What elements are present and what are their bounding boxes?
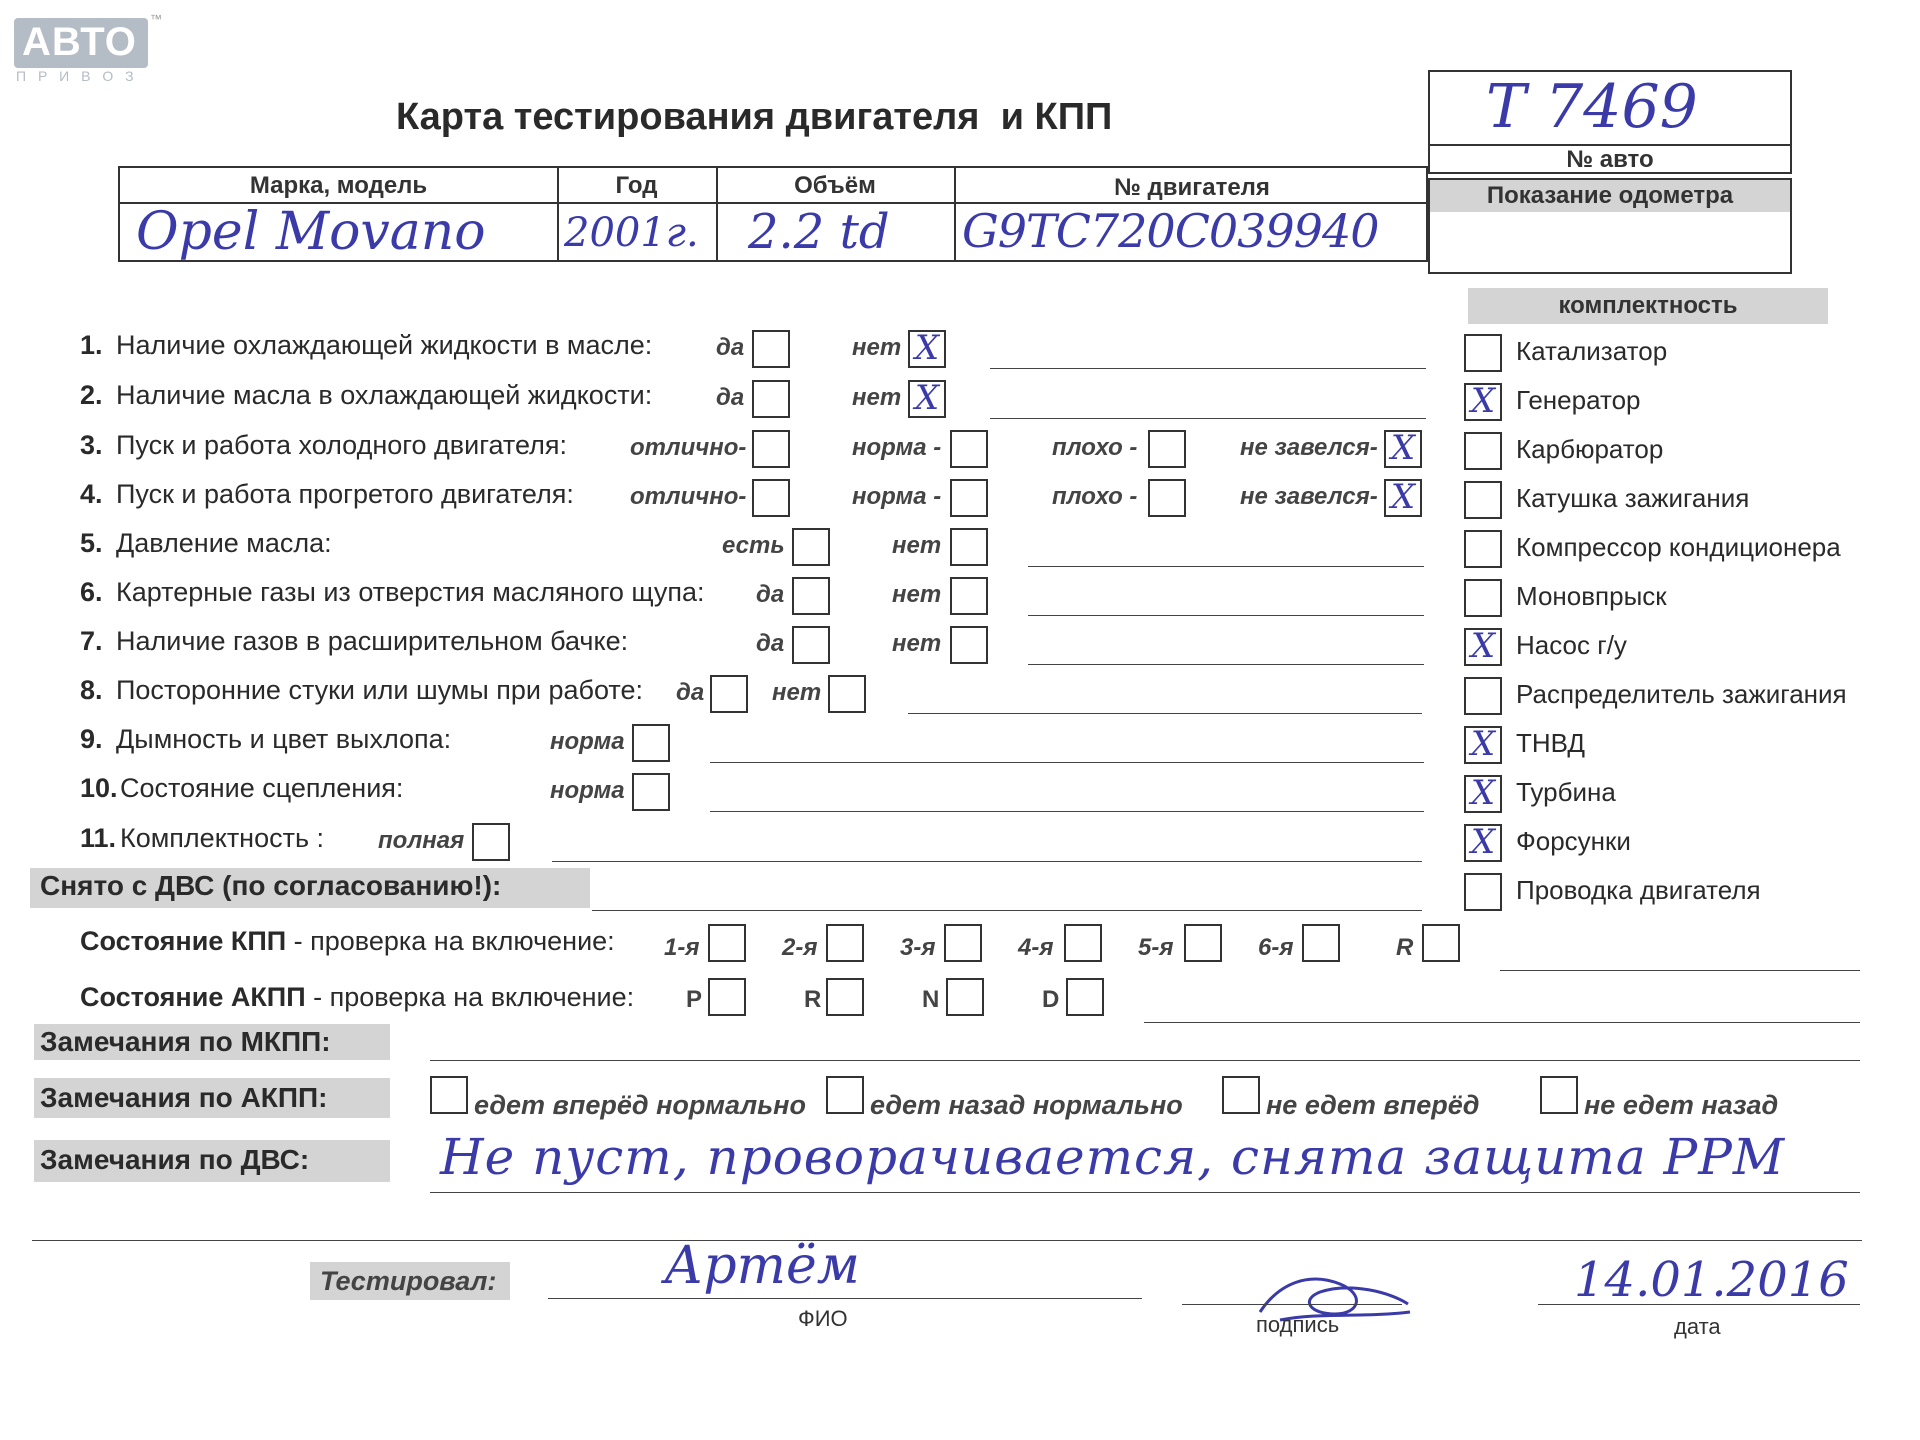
removed-label: Снято с ДВС (по согласованию!): <box>40 870 502 901</box>
kpp-gear-label: 6-я <box>1258 934 1294 961</box>
th-year: Год <box>615 172 658 199</box>
kit-item-label: Компрессор кондиционера <box>1516 532 1841 562</box>
option-label: нет <box>852 334 902 361</box>
option-label: нет <box>852 384 902 411</box>
question-row <box>0 330 1440 374</box>
akpp-gear-checkbox[interactable] <box>1066 978 1104 1016</box>
akpp-gear-label: D <box>1042 986 1060 1013</box>
kpp-gear-label: 2-я <box>782 934 818 961</box>
vehicle-table <box>118 166 1428 262</box>
question-number: 10. <box>80 773 118 803</box>
kit-checkbox[interactable] <box>1464 628 1502 666</box>
th-volume: Объём <box>794 172 876 199</box>
option-checkbox[interactable] <box>1148 430 1186 468</box>
option-label: да <box>676 679 705 706</box>
engine-number-value: G9TC720C039940 <box>962 204 1379 258</box>
question-text: Пуск и работа холодного двигателя: <box>116 430 567 460</box>
kpp-gear-checkbox[interactable] <box>708 924 746 962</box>
option-label: есть <box>722 532 785 559</box>
option-checkbox[interactable] <box>1148 479 1186 517</box>
option-label: не завелся- <box>1240 434 1378 461</box>
check-mark: X <box>1470 381 1496 421</box>
kit-checkbox[interactable] <box>1464 383 1502 421</box>
check-mark: X <box>1470 773 1496 813</box>
option-label: плохо - <box>1052 434 1138 461</box>
dvs-remarks-label: Замечания по ДВС: <box>40 1144 310 1175</box>
question-text: Состояние сцепления: <box>120 773 404 803</box>
option-checkbox[interactable] <box>752 380 790 418</box>
kit-item-label: Генератор <box>1516 385 1641 415</box>
question-text: Наличие газов в расширительном бачке: <box>116 626 629 656</box>
kit-item-label: Моновпрыск <box>1516 581 1667 611</box>
kit-checkbox[interactable] <box>1464 579 1502 617</box>
question-number: 6. <box>80 577 103 607</box>
answer-line <box>908 713 1422 714</box>
question-row <box>0 528 1440 572</box>
odometer-box <box>1428 178 1792 274</box>
auto-number-handwritten: Т 7469 <box>1486 72 1698 142</box>
answer-line <box>990 368 1426 369</box>
option-checkbox[interactable] <box>950 479 988 517</box>
akpp-label-rest: - проверка на включение: <box>305 982 635 1012</box>
question-number: 7. <box>80 626 103 656</box>
option-checkbox[interactable] <box>1384 430 1422 468</box>
option-checkbox[interactable] <box>950 626 988 664</box>
question-row <box>0 823 1440 867</box>
question-number: 8. <box>80 675 103 705</box>
akpp-remark-checkbox[interactable] <box>1540 1076 1578 1114</box>
akpp-gear-label: P <box>686 986 703 1013</box>
kit-item-label: Катализатор <box>1516 336 1668 366</box>
kit-item-label: Проводка двигателя <box>1516 875 1761 905</box>
check-mark: X <box>1390 428 1416 468</box>
option-checkbox[interactable] <box>792 577 830 615</box>
fio-label: ФИО <box>798 1306 848 1331</box>
kit-item-label: Насос г/у <box>1516 630 1627 660</box>
question-number: 1. <box>80 330 103 360</box>
check-mark: X <box>914 328 940 368</box>
answer-line <box>710 811 1424 812</box>
option-label: полная <box>378 827 465 854</box>
kit-checkbox[interactable] <box>1464 726 1502 764</box>
mkpp-remarks-label: Замечания по МКПП: <box>40 1026 331 1057</box>
question-row <box>0 724 1440 768</box>
kit-header: комплектность <box>1558 292 1738 319</box>
kpp-gear-label: 3-я <box>900 934 936 961</box>
option-checkbox[interactable] <box>908 380 946 418</box>
kit-checkbox[interactable] <box>1464 481 1502 519</box>
akpp-remark-checkbox[interactable] <box>826 1076 864 1114</box>
question-row <box>0 380 1440 424</box>
question-text: Наличие охлаждающей жидкости в масле: <box>116 330 653 360</box>
option-label: да <box>716 384 745 411</box>
question-row <box>0 430 1440 474</box>
kit-item-label: Карбюратор <box>1516 434 1664 464</box>
answer-line <box>1028 664 1424 665</box>
kit-checkbox[interactable] <box>1464 873 1502 911</box>
kit-checkbox[interactable] <box>1464 824 1502 862</box>
option-label: нет <box>892 630 942 657</box>
question-number: 11. <box>80 823 117 853</box>
check-mark: X <box>1470 626 1496 666</box>
akpp-remark-checkbox[interactable] <box>1222 1076 1260 1114</box>
kpp-gear-checkbox[interactable] <box>1184 924 1222 962</box>
kpp-gear-checkbox[interactable] <box>944 924 982 962</box>
option-checkbox[interactable] <box>632 773 670 811</box>
auto-number-label: № авто <box>1566 146 1654 173</box>
option-label: норма - <box>852 434 942 461</box>
date-value: 14.01.2016 <box>1574 1252 1849 1308</box>
option-label: нет <box>892 532 942 559</box>
volume-value: 2.2 td <box>748 204 890 260</box>
option-checkbox[interactable] <box>472 823 510 861</box>
tested-label: Тестировал: <box>320 1266 497 1296</box>
question-number: 9. <box>80 724 103 754</box>
question-text: Пуск и работа прогретого двигателя: <box>116 479 574 509</box>
question-row <box>0 479 1440 523</box>
option-label: отлично- <box>630 434 747 461</box>
kit-item-label: ТНВД <box>1516 728 1586 758</box>
option-label: да <box>756 630 785 657</box>
question-row <box>0 577 1440 621</box>
question-text: Дымность и цвет выхлопа: <box>116 724 452 754</box>
logo-main-text: АВТО <box>22 20 137 64</box>
option-checkbox[interactable] <box>908 330 946 368</box>
kit-item-label: Турбина <box>1516 777 1616 807</box>
kpp-gear-label: R <box>1396 934 1414 961</box>
check-mark: X <box>1470 822 1496 862</box>
akpp-gear-checkbox[interactable] <box>946 978 984 1016</box>
option-label: норма <box>550 777 625 804</box>
kit-checkbox[interactable] <box>1464 677 1502 715</box>
option-checkbox[interactable] <box>950 528 988 566</box>
kit-item-label: Распределитель зажигания <box>1516 679 1847 709</box>
akpp-remark-label: едет назад нормально <box>870 1090 1183 1120</box>
akpp-label-bold: Состояние АКПП <box>80 982 306 1012</box>
th-brand: Марка, модель <box>249 172 428 199</box>
question-number: 3. <box>80 430 103 460</box>
logo <box>14 12 162 68</box>
answer-line <box>552 861 1422 862</box>
question-text: Комплектность : <box>120 823 325 853</box>
option-checkbox[interactable] <box>828 675 866 713</box>
kpp-gear-label: 4-я <box>1018 934 1054 961</box>
kit-item-label: Форсунки <box>1516 826 1631 856</box>
question-number: 2. <box>80 380 103 410</box>
answer-line <box>990 418 1426 419</box>
sign-label: подпись <box>1256 1312 1340 1337</box>
option-label: отлично- <box>630 483 747 510</box>
kpp-gear-label: 5-я <box>1138 934 1174 961</box>
option-checkbox[interactable] <box>632 724 670 762</box>
answer-line <box>1028 615 1424 616</box>
akpp-gear-checkbox[interactable] <box>826 978 864 1016</box>
answer-line <box>710 762 1424 763</box>
question-text: Посторонние стуки или шумы при работе: <box>116 675 643 705</box>
question-text: Картерные газы из отверстия масляного щупа: <box>116 577 705 607</box>
option-checkbox[interactable] <box>710 675 748 713</box>
option-label: норма <box>550 728 625 755</box>
option-label: да <box>756 581 785 608</box>
option-label: нет <box>772 679 822 706</box>
option-checkbox[interactable] <box>1384 479 1422 517</box>
odometer-label: Показание одометра <box>1486 182 1734 209</box>
option-label: норма - <box>852 483 942 510</box>
option-checkbox[interactable] <box>752 430 790 468</box>
auto-number-box <box>1428 70 1792 174</box>
kit-checkbox[interactable] <box>1464 530 1502 568</box>
check-mark: X <box>1470 724 1496 764</box>
option-checkbox[interactable] <box>950 577 988 615</box>
kpp-gear-label: 1-я <box>664 934 700 961</box>
akpp-gear-label: R <box>804 986 822 1013</box>
check-mark: X <box>914 378 940 418</box>
akpp-gear-checkbox[interactable] <box>708 978 746 1016</box>
akpp-remarks-label: Замечания по АКПП: <box>40 1082 328 1113</box>
brand-value: Opel Movano <box>136 202 486 262</box>
kit-item-label: Катушка зажигания <box>1516 483 1750 513</box>
option-checkbox[interactable] <box>792 528 830 566</box>
option-checkbox[interactable] <box>950 430 988 468</box>
question-number: 4. <box>80 479 103 509</box>
question-row <box>0 773 1440 817</box>
option-label: не завелся- <box>1240 483 1378 510</box>
akpp-remark-label: не едет вперёд <box>1266 1090 1480 1120</box>
kpp-gear-checkbox[interactable] <box>1064 924 1102 962</box>
kpp-label-bold: Состояние КПП <box>80 926 287 956</box>
answer-line <box>1028 566 1424 567</box>
kpp-gear-checkbox[interactable] <box>1422 924 1460 962</box>
date-label: дата <box>1674 1314 1721 1339</box>
kpp-label-rest: - проверка на включение: <box>286 926 615 956</box>
year-value: 2001г. <box>564 210 699 256</box>
kpp-label <box>80 926 615 957</box>
kpp-gear-checkbox[interactable] <box>826 924 864 962</box>
kit-checkbox[interactable] <box>1464 334 1502 372</box>
option-label: да <box>716 334 745 361</box>
question-number: 5. <box>80 528 103 558</box>
dvs-remarks-text: Не пуст, проворачивается, снята защита РРМ <box>440 1128 1786 1186</box>
tester-name: Артём <box>664 1236 860 1296</box>
akpp-gear-label: N <box>922 986 940 1013</box>
akpp-label <box>80 982 634 1013</box>
option-checkbox[interactable] <box>792 626 830 664</box>
option-label: нет <box>892 581 942 608</box>
page-title: Карта тестирования двигателя и КПП <box>396 96 1113 138</box>
akpp-remark-label: не едет назад <box>1584 1090 1779 1120</box>
akpp-remark-label: едет вперёд нормально <box>474 1090 806 1120</box>
kit-checkbox[interactable] <box>1464 775 1502 813</box>
th-engine-number: № двигателя <box>1114 174 1270 201</box>
question-text: Наличие масла в охлаждающей жидкости: <box>116 380 653 410</box>
option-checkbox[interactable] <box>752 479 790 517</box>
kpp-gear-checkbox[interactable] <box>1302 924 1340 962</box>
logo-subtitle: П Р И В О З <box>16 68 138 84</box>
check-mark: X <box>1390 477 1416 517</box>
question-row <box>0 626 1440 670</box>
question-text: Давление масла: <box>116 528 332 558</box>
question-row <box>0 675 1440 719</box>
option-label: плохо - <box>1052 483 1138 510</box>
akpp-remark-checkbox[interactable] <box>430 1076 468 1114</box>
logo-tm: ™ <box>150 12 162 26</box>
kit-checkbox[interactable] <box>1464 432 1502 470</box>
option-checkbox[interactable] <box>752 330 790 368</box>
